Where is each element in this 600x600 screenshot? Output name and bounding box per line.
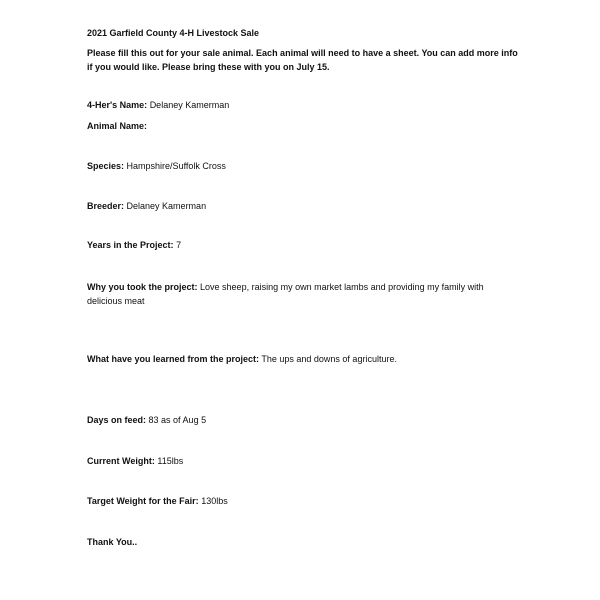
field-label: Target Weight for the Fair: (87, 496, 199, 506)
field-breeder (87, 201, 206, 212)
field-species (87, 161, 226, 172)
field-days-on-feed (87, 415, 206, 426)
field-value: 115lbs (157, 456, 184, 466)
field-value: Delaney Kamerman (149, 100, 230, 110)
field-label: Animal Name: (87, 121, 148, 131)
field-target-weight (87, 496, 228, 507)
field-why-project (87, 282, 484, 293)
field-label: Why you took the project: (87, 282, 198, 292)
field-label: 4-Her's Name: (87, 100, 148, 110)
field-label: Days on feed: (87, 415, 147, 425)
field-value: Hampshire/Suffolk Cross (126, 161, 226, 171)
document-title: 2021 Garfield County 4-H Livestock Sale (87, 28, 260, 38)
field-animal-name (87, 121, 147, 132)
field-why-project-continued: delicious meat (87, 296, 145, 306)
field-value: 130lbs (201, 496, 228, 506)
field-label: Species: (87, 161, 125, 171)
field-value: Love sheep, raising my own market lambs and providing my family with (200, 282, 484, 292)
field-value: 7 (176, 240, 182, 250)
field-current-weight (87, 456, 183, 467)
field-learned (87, 354, 397, 365)
field-label: Breeder: (87, 201, 125, 211)
field-4her-name (87, 100, 229, 111)
field-label: Current Weight: (87, 456, 155, 466)
field-label: Years in the Project: (87, 240, 174, 250)
instructions-line-1: Please fill this out for your sale animal. Each animal will need to have a sheet. You can add more info (87, 48, 518, 58)
field-value: The ups and downs of agriculture. (261, 354, 397, 364)
instructions-line-2: if you would like. Please bring these with you on July 15. (87, 62, 330, 72)
field-years-in-project (87, 240, 181, 251)
field-value: Delaney Kamerman (126, 201, 207, 211)
field-value: 83 as of Aug 5 (148, 415, 207, 425)
field-label: What have you learned from the project: (87, 354, 260, 364)
closing-text: Thank You.. (87, 537, 138, 547)
